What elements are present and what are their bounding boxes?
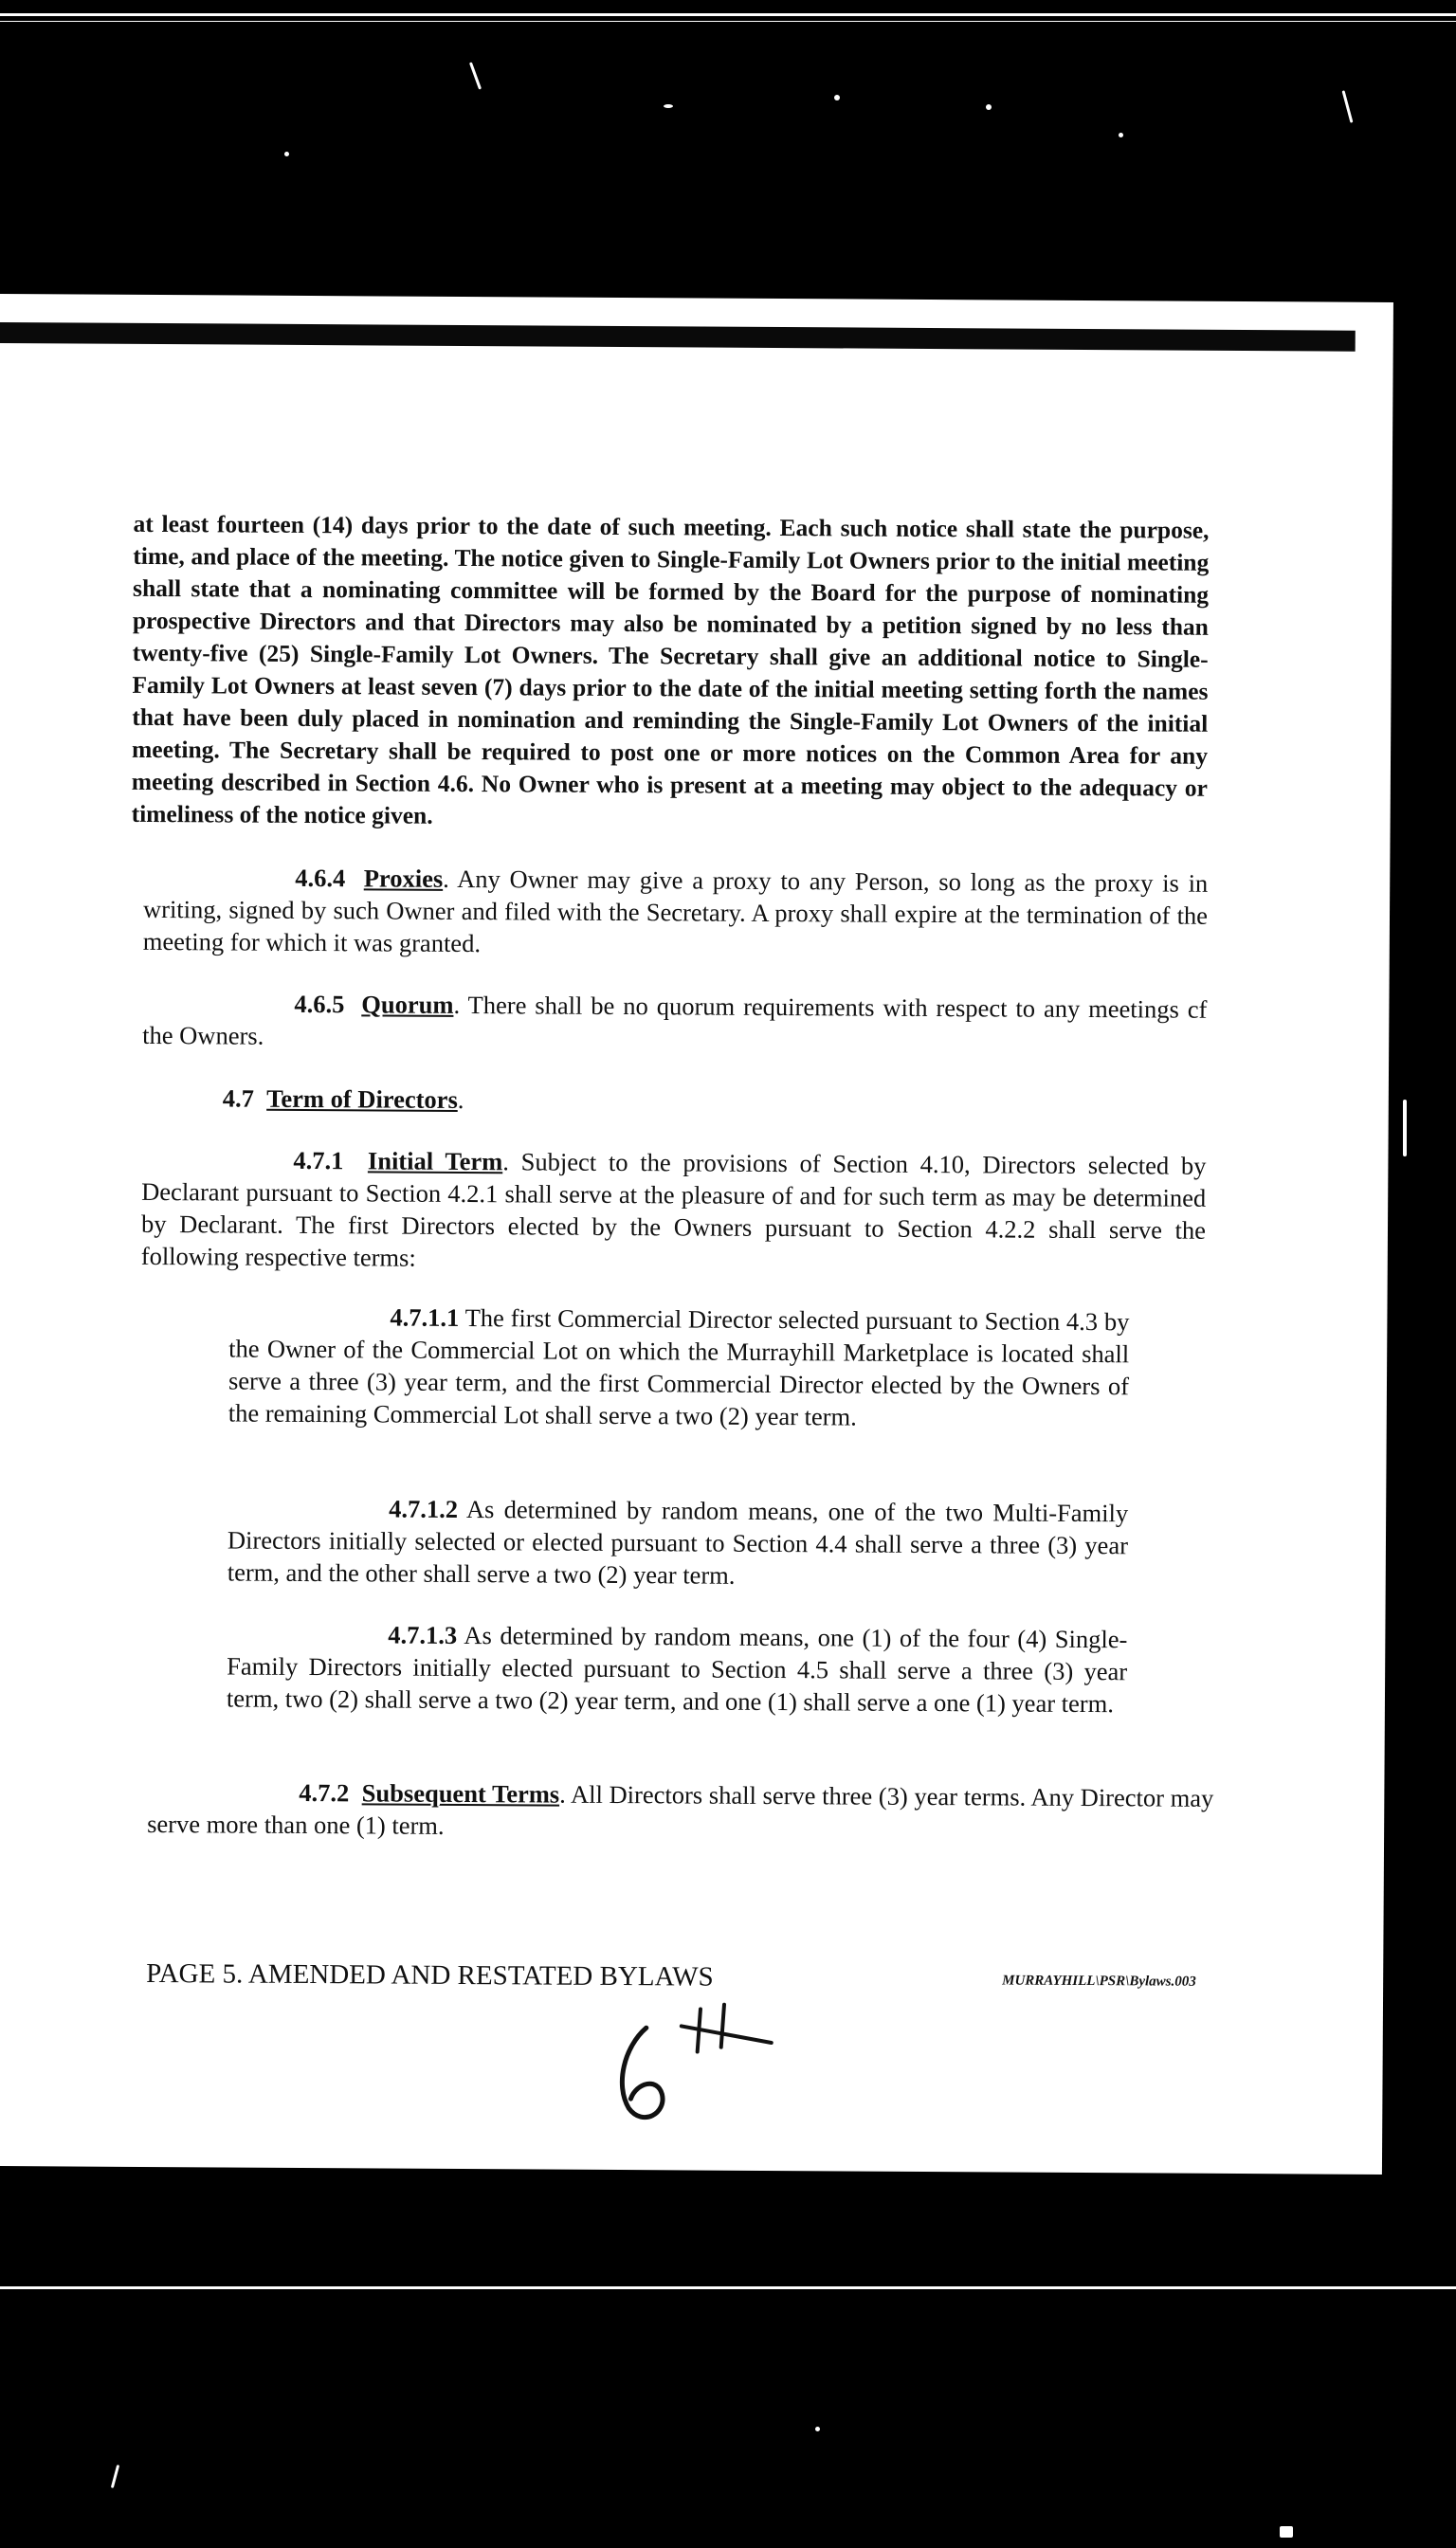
section-end: . [457, 1084, 464, 1115]
page-footer-title: PAGE 5. AMENDED AND RESTATED BYLAWS [146, 1957, 714, 1993]
section-body: . All Directors shall serve three (3) year terms. Any Director may serve more than one (1) term. [147, 1779, 1214, 1840]
page-footer-file-ref: MURRAYHILL\PSR\Bylaws.003 [1002, 1973, 1196, 1990]
section-title: Subsequent Terms [361, 1778, 560, 1809]
scan-noise [284, 152, 289, 156]
scan-noise [469, 62, 482, 89]
section-number: 4.6.4 [295, 863, 346, 893]
section-number: 4.6.5 [294, 989, 345, 1019]
scan-noise [1119, 133, 1123, 137]
section-4-7-1-1 [228, 1300, 1130, 1434]
section-number: 4.7 [222, 1083, 255, 1113]
section-body: . There shall be no quorum requirements with respect to any meetings cf the Owners. [142, 990, 1208, 1050]
scan-noise [664, 104, 673, 108]
section-body: The first Commercial Director selected pursuant to Section 4.3 by the Owner of the Commercial Lot on which the Murrayhill Marketplace is located shall serve a three (3) year term, and the first Commercial Director elected by the Owners of the remaining Commercial Lot shall serve a two (2) year term. [228, 1302, 1130, 1431]
scan-noise [986, 104, 992, 110]
section-number: 4.7.1 [293, 1145, 344, 1175]
section-body: As determined by random means, one of the two Multi-Family Directors initially selected or elected pursuant to Section 4.4 shall serve a three (3) year term, and the other shall serve a two (2) year term. [227, 1494, 1129, 1590]
section-4-6-5-quorum [142, 987, 1207, 1058]
scan-border-bottom [0, 2286, 1456, 2289]
section-4-6-4-proxies [143, 861, 1209, 964]
scan-noise [834, 95, 840, 100]
scan-noise [1403, 1100, 1407, 1156]
scan-noise [111, 2465, 119, 2488]
section-number: 4.7.2 [299, 1777, 350, 1808]
page-top-shadow-bar [0, 322, 1356, 352]
scan-noise [1280, 2526, 1293, 2538]
section-number: 4.7.1.3 [388, 1620, 458, 1649]
section-title: Term of Directors [266, 1083, 458, 1114]
section-4-7-2-subsequent-terms [147, 1775, 1213, 1847]
scan-border-top [0, 13, 1456, 16]
scan-noise [815, 2427, 820, 2431]
handwritten-annotation [591, 1999, 781, 2142]
section-number: 4.7.1.2 [389, 1494, 459, 1523]
section-4-7-1-2 [228, 1491, 1129, 1593]
section-4-7-heading [223, 1082, 1076, 1119]
section-body: . Any Owner may give a proxy to any Person, so long as the proxy is in writing, signed by such Owner and filed with the Secretary. A proxy shall expire at the termination of the meeting for which it was granted. [142, 864, 1209, 958]
scan-noise [1342, 90, 1354, 123]
section-body: . Subject to the provisions of Section 4.10, Directors selected by Declarant pursuant to Section 4.2.1 shall serve at the pleasure of and for such term as may be determined by Declarant. The first Directors elected by the Owners pursuant to Section 4.2.2 shall serve the following respective terms: [140, 1147, 1207, 1272]
section-number: 4.7.1.1 [390, 1302, 460, 1332]
scan-border-top-inner [0, 21, 1456, 22]
section-4-7-1-initial-term [141, 1143, 1207, 1279]
section-4-7-1-3 [227, 1617, 1128, 1720]
section-body: As determined by random means, one (1) of the four (4) Single-Family Directors initially elected pursuant to Section 4.5 shall serve a three (3) year term, two (2) shall serve a two (2) year term, and one (1) shall serve a one (1) year term. [226, 1620, 1128, 1719]
section-title: Proxies [363, 864, 444, 893]
document-page [0, 294, 1393, 2175]
section-title: Initial Term [367, 1146, 503, 1176]
paragraph-notice: at least fourteen (14) days prior to the date of such meeting. Each such notice shall state the purpose, time, and place of the meeting. The notice given to Single-Family Lot Owners prior to the initial meeting shall state that a nominating committee will be formed by the Board for the purpose of nominating prospective Directors and that Directors may also be nominated by a petition signed by no less than twenty-five (25) Single-Family Lot Owners. The Secretary shall give an additional notice to Single-Family Lot Owners at least seven (7) days prior to the date of the initial meeting setting forth the names that have been duly placed in nomination and reminding the Single-Family Lot Owners of the initial meeting. The Secretary shall be required to post one or more notices on the Common Area for any meeting described in Section 4.6. No Owner who is present at a meeting may object to the adequacy or timeliness of the notice given. [131, 509, 1210, 829]
section-title: Quorum [361, 990, 454, 1019]
